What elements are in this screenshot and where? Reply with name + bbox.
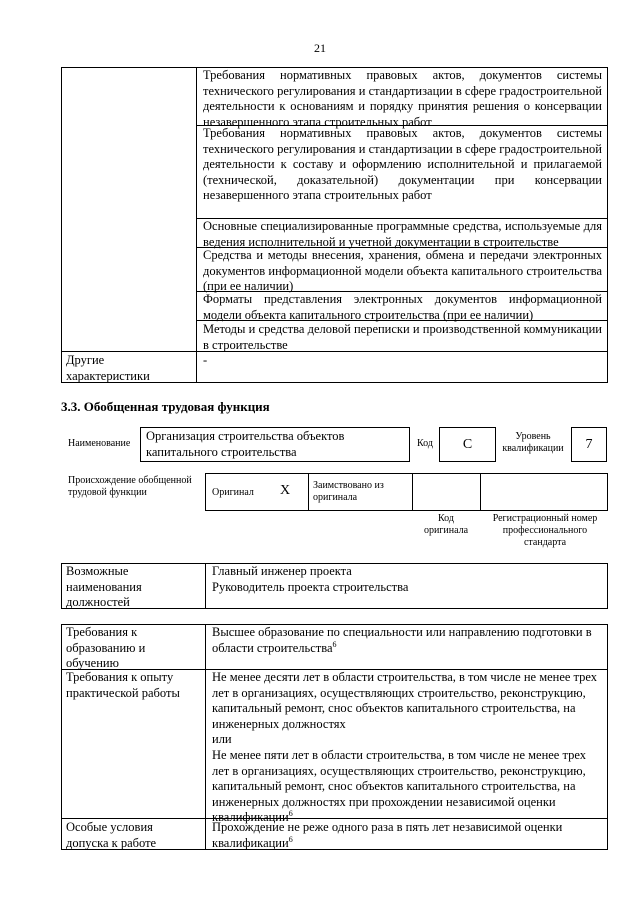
name-label: Наименование	[68, 438, 131, 449]
level-label: Уровень квалификации	[502, 431, 564, 454]
requirement-item: Методы и средства деловой переписки и производственной коммуникации в строительстве	[203, 322, 602, 352]
code-label: Код	[417, 438, 433, 449]
other-characteristics-label: Другие характеристики	[66, 353, 150, 383]
level-value: 7	[585, 437, 593, 452]
position-item: Главный инженер проекта	[212, 564, 352, 578]
section-title: 3.3. Обобщенная трудовая функция	[61, 399, 270, 414]
original-mark: X	[280, 483, 291, 498]
name-value-box	[140, 427, 410, 462]
experience-value-2: Не менее пяти лет в области строительства, в том числе не менее трех лет в организациях, осуществляющих строительство, реконструкцию, капитальный ремонт, снос объектов капитального строительства, на инженерных должностях при прохождении независимой оценки квалификации$^6$	[212, 748, 586, 824]
footnote-mark: 6	[332, 639, 337, 649]
education-value: Высшее образование по специальности или направлению подготовки в области строительства$^6$	[212, 625, 592, 655]
position-item: Руководитель проекта строительства	[212, 580, 409, 594]
positions-label: Возможные наименования должностей	[66, 564, 142, 609]
level-value-box	[571, 427, 607, 462]
education-label: Требования к образованию и обучению	[66, 625, 146, 670]
page-number: 21	[314, 41, 326, 55]
footnote-mark: 6	[288, 808, 293, 818]
experience-or: или	[212, 732, 232, 746]
requirement-item: Требования нормативных правовых актов, документов системы технического регулирования и стандартизации в сфере градостроительной деятельности к основаниям и порядку принятия решения о консервации незавершенного этапа строительных работ	[203, 68, 602, 129]
origin-label: Происхождение обобщенной трудовой функции	[68, 475, 192, 498]
borrowed-label: Заимствовано из оригинала	[313, 480, 384, 503]
footnote-mark: 6	[288, 834, 293, 844]
reg-number-caption: Регистрационный номер профессионального стандарта	[492, 513, 598, 548]
code-value-box	[439, 427, 496, 462]
requirement-item: Форматы представления электронных документов информационной модели объекта капитального строительства (при ее наличии)	[203, 292, 602, 322]
requirement-item: Основные специализированные программные средства, используемые для ведения исполнительной и учетной документации в строительстве	[203, 219, 602, 249]
admission-value: Прохождение не реже одного раза в пять лет независимой оценки квалификации$^6$	[212, 820, 563, 850]
experience-label: Требования к опыту практической работы	[66, 670, 180, 700]
experience-value-1: Не менее десяти лет в области строительства, в том числе не менее трех лет в организациях, осуществляющих строительство, реконструкцию, капитальный ремонт, снос объектов капитального строительства, на инженерных должностях	[212, 670, 598, 731]
other-characteristics-value: -	[203, 353, 208, 367]
code-original-caption: Код оригинала	[423, 513, 469, 536]
function-name: Организация строительства объектов капитального строительства	[146, 429, 345, 459]
requirement-item: Требования нормативных правовых актов, документов системы технического регулирования и стандартизации в сфере градостроительной деятельности к составу и оформлению исполнительной и прилагаемой (технической, доказательной) документации при консервации незавершенного этапа строительных работ	[203, 126, 602, 202]
original-label: Оригинал	[212, 487, 254, 498]
code-value: C	[462, 437, 473, 452]
admission-label: Особые условия допуска к работе	[66, 820, 157, 850]
requirement-item: Средства и методы внесения, хранения, обмена и передачи электронных документов информационной модели объекта капитального строительства (при ее наличии)	[203, 248, 602, 293]
